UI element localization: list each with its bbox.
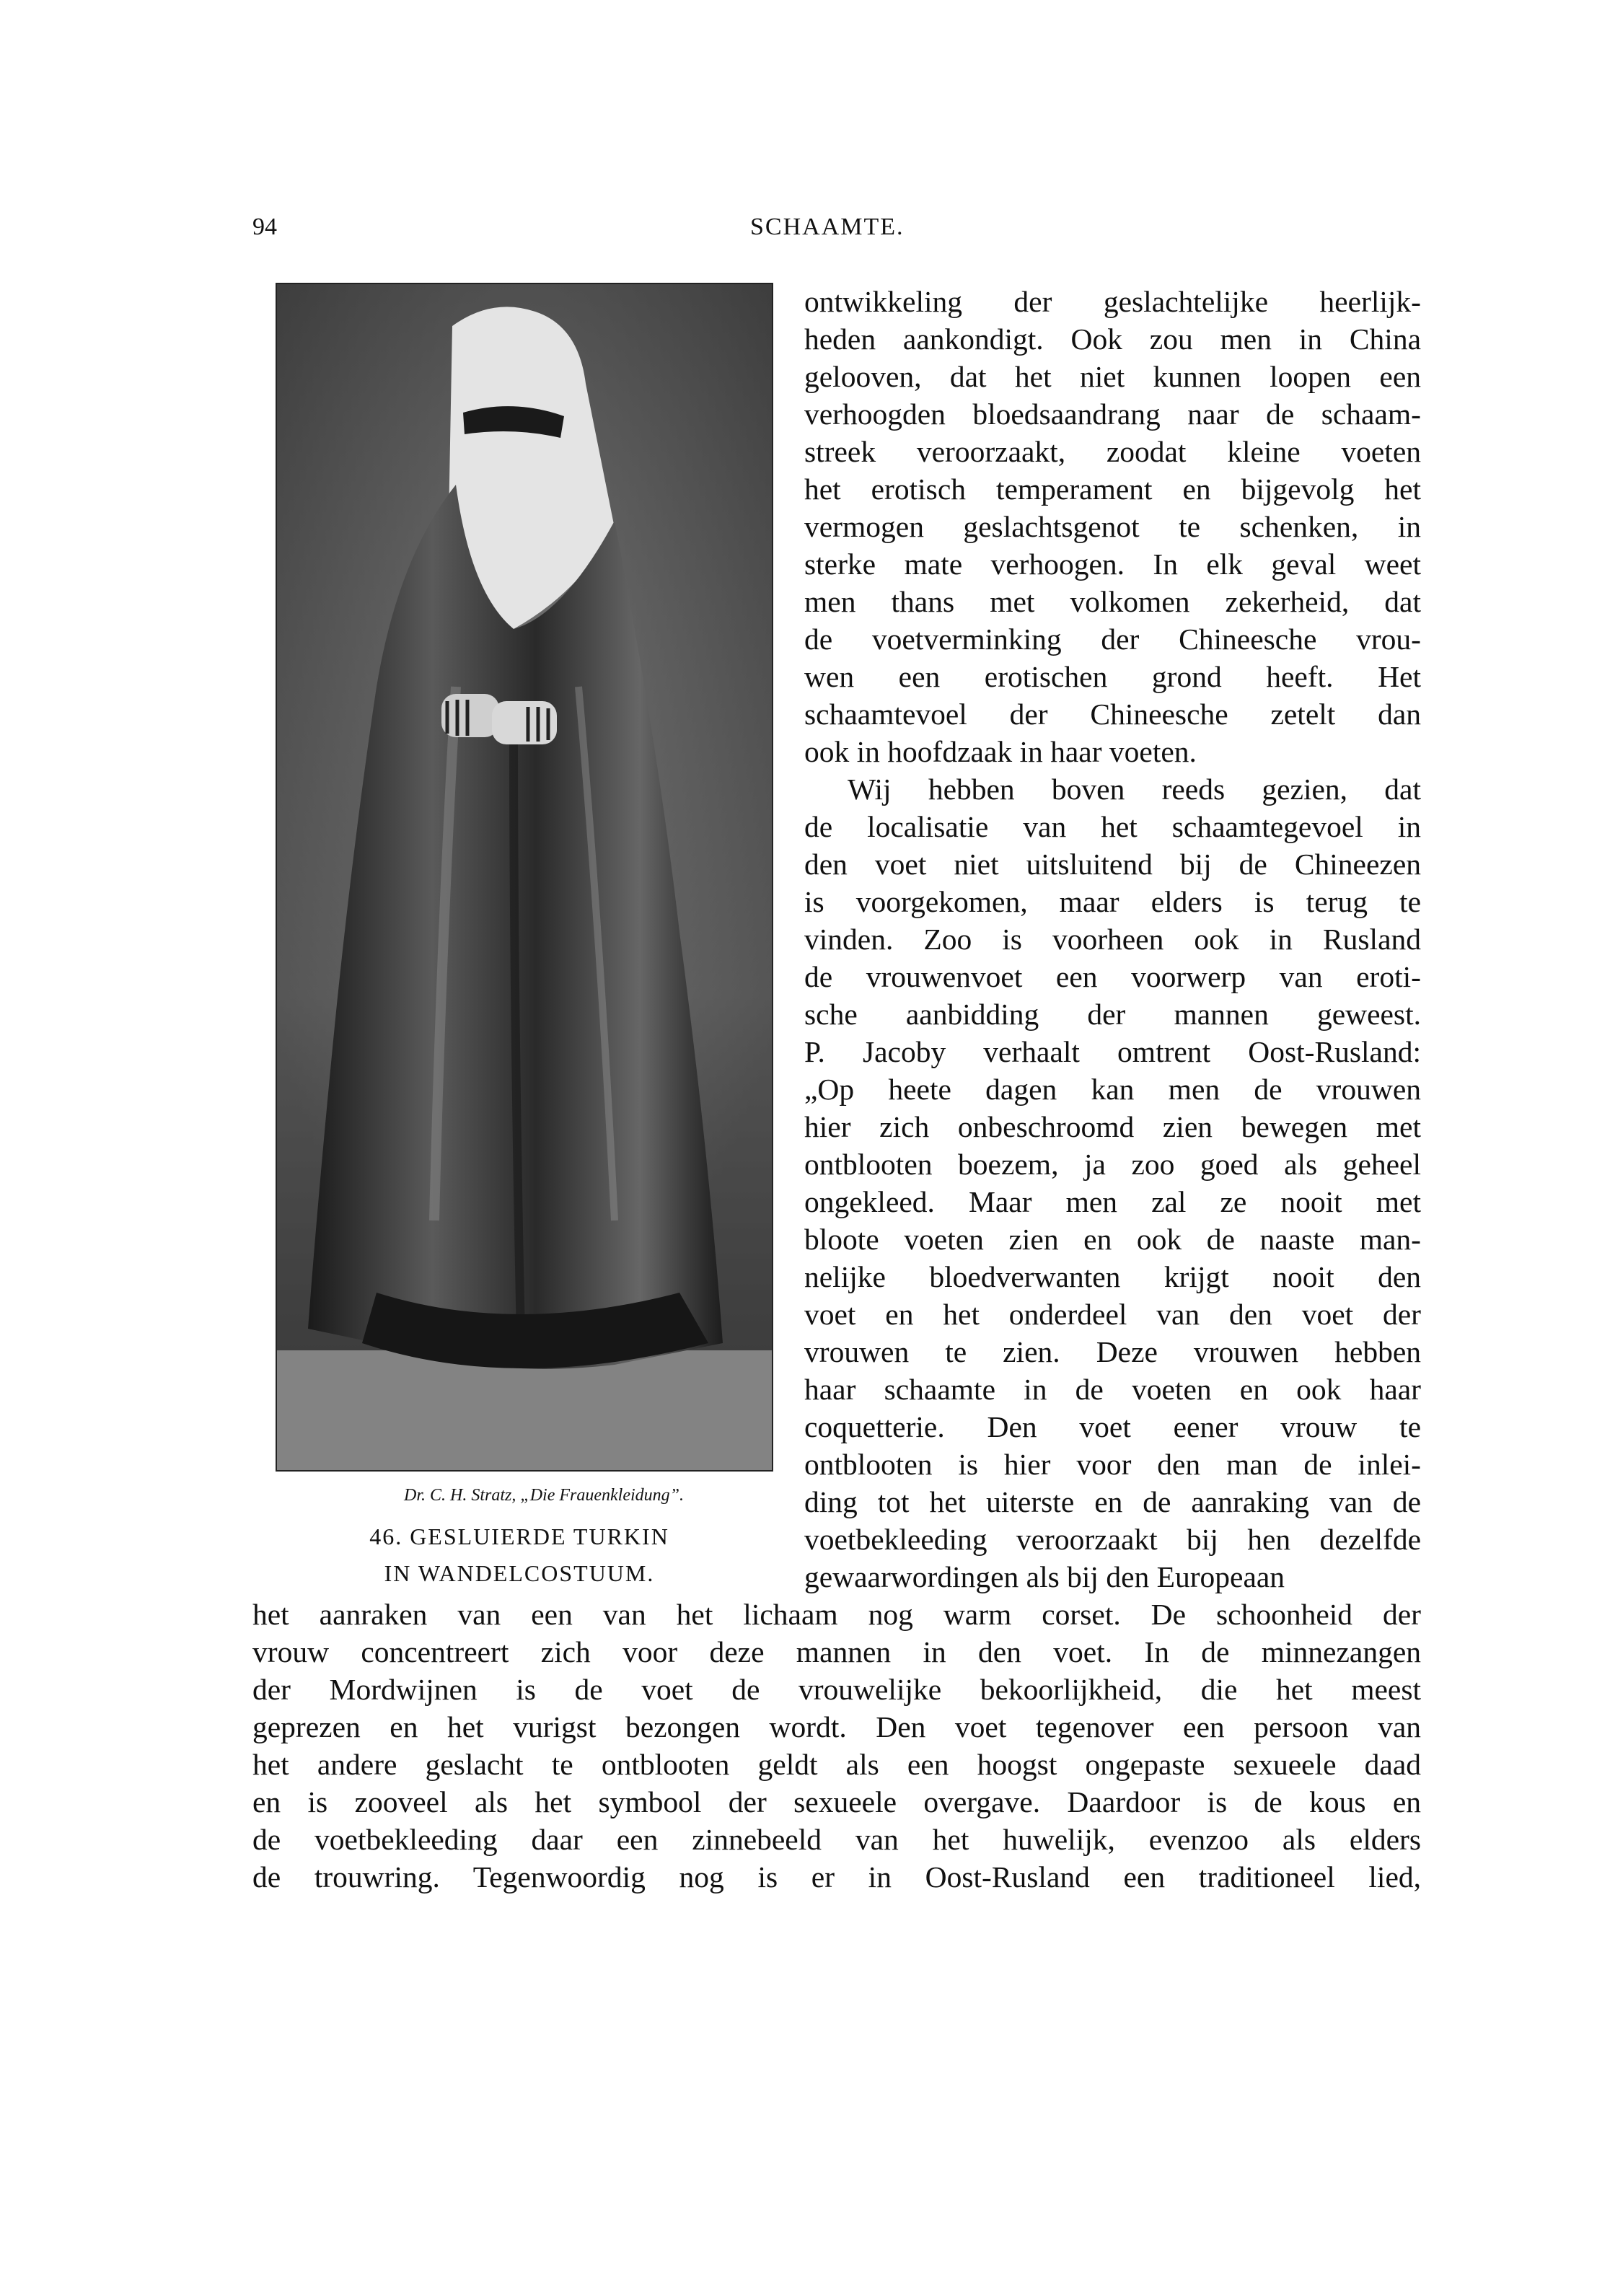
text-line: streek veroorzaakt, zoodat kleine voeten bbox=[804, 435, 1421, 468]
text-line: vrouw concentreert zich voor deze mannen in den voet. In de minnezangen bbox=[252, 1635, 1421, 1668]
text-line: den voet niet uitsluitend bij de Chineezen bbox=[804, 848, 1421, 881]
text-line: ontblooten is hier voor den man de inlei- bbox=[804, 1448, 1421, 1481]
figure-credit: Dr. C. H. Stratz, „Die Frauenkleidung”. bbox=[404, 1486, 685, 1505]
text-line: en is zooveel als het symbool der sexueele overgave. Daardoor is de kous en bbox=[252, 1785, 1421, 1818]
running-title: SCHAAMTE. bbox=[750, 214, 905, 240]
text-line: de voetbekleeding daar een zinnebeeld van het huwelijk, evenzoo als elders bbox=[252, 1823, 1421, 1856]
text-line: vermogen geslachtsgenot te schenken, in bbox=[804, 510, 1421, 543]
text-line: coquetterie. Den voet eener vrouw te bbox=[804, 1410, 1421, 1443]
text-line: de trouwring. Tegenwoordig nog is er in Oost-Rusland een traditioneel lied, bbox=[252, 1860, 1421, 1893]
text-line: nelijke bloedverwanten krijgt nooit den bbox=[804, 1260, 1421, 1293]
text-line: ontwikkeling der geslachtelijke heerlijk- bbox=[804, 285, 1421, 318]
text-line: voet en het onderdeel van den voet der bbox=[804, 1298, 1421, 1331]
text-line: heden aankondigt. Ook zou men in China bbox=[804, 322, 1421, 356]
text-line: de vrouwenvoet een voorwerp van eroti- bbox=[804, 960, 1421, 993]
text-line: Wij hebben boven reeds gezien, dat bbox=[848, 773, 1421, 806]
text-line: ontblooten boezem, ja zoo goed als geheel bbox=[804, 1148, 1421, 1181]
text-line: is voorgekomen, maar elders is terug te bbox=[804, 885, 1421, 918]
text-line: „Op heete dagen kan men de vrouwen bbox=[804, 1073, 1421, 1106]
text-line: P. Jacoby verhaalt omtrent Oost-Rusland: bbox=[804, 1035, 1421, 1068]
text-line: verhoogden bloedsaandrang naar de schaam- bbox=[804, 397, 1421, 431]
text-line: de localisatie van het schaamtegevoel in bbox=[804, 810, 1421, 843]
text-line: geprezen en het vurigst bezongen wordt. Den voet tegenover een persoon van bbox=[252, 1710, 1421, 1743]
text-line: sterke mate verhoogen. In elk geval weet bbox=[804, 547, 1421, 581]
text-line: ding tot het uiterste en de aanraking van de bbox=[804, 1485, 1421, 1518]
text-line: wen een erotischen grond heeft. Het bbox=[804, 660, 1421, 693]
text-line: der Mordwijnen is de voet de vrouwelijke bekoorlijkheid, die het meest bbox=[252, 1673, 1421, 1706]
text-line: bloote voeten zien en ook de naaste man- bbox=[804, 1223, 1421, 1256]
text-line: ongekleed. Maar men zal ze nooit met bbox=[804, 1185, 1421, 1218]
photograph-veiled-turkish-woman bbox=[276, 283, 773, 1472]
text-line: sche aanbidding der mannen geweest. bbox=[804, 998, 1421, 1031]
text-line: gewaarwordingen als bij den Europeaan bbox=[804, 1560, 1285, 1593]
text-line: gelooven, dat het niet kunnen loopen een bbox=[804, 360, 1421, 393]
text-line: de voetverminking der Chineesche vrou- bbox=[804, 623, 1421, 656]
text-line: schaamtevoel der Chineesche zetelt dan bbox=[804, 698, 1421, 731]
text-line: haar schaamte in de voeten en ook haar bbox=[804, 1373, 1421, 1406]
text-line: ook in hoofdzaak in haar voeten. bbox=[804, 735, 1197, 768]
page-number: 94 bbox=[252, 214, 277, 240]
text-line: het aanraken van een van het lichaam nog warm corset. De schoonheid der bbox=[252, 1598, 1421, 1631]
figure-caption-line1: 46. GESLUIERDE TURKIN bbox=[369, 1523, 669, 1549]
text-line: het andere geslacht te ontblooten geldt als een hoogst ongepaste sexueele daad bbox=[252, 1748, 1421, 1781]
text-line: voetbekleeding veroorzaakt bij hen dezelfde bbox=[804, 1523, 1421, 1556]
text-line: het erotisch temperament en bijgevolg het bbox=[804, 472, 1421, 506]
text-line: hier zich onbeschroomd zien bewegen met bbox=[804, 1110, 1421, 1143]
text-line: vrouwen te zien. Deze vrouwen hebben bbox=[804, 1335, 1421, 1368]
text-line: vinden. Zoo is voorheen ook in Rusland bbox=[804, 923, 1421, 956]
figure-caption-line2: IN WANDELCOSTUUM. bbox=[384, 1560, 655, 1586]
text-line: men thans met volkomen zekerheid, dat bbox=[804, 585, 1421, 618]
